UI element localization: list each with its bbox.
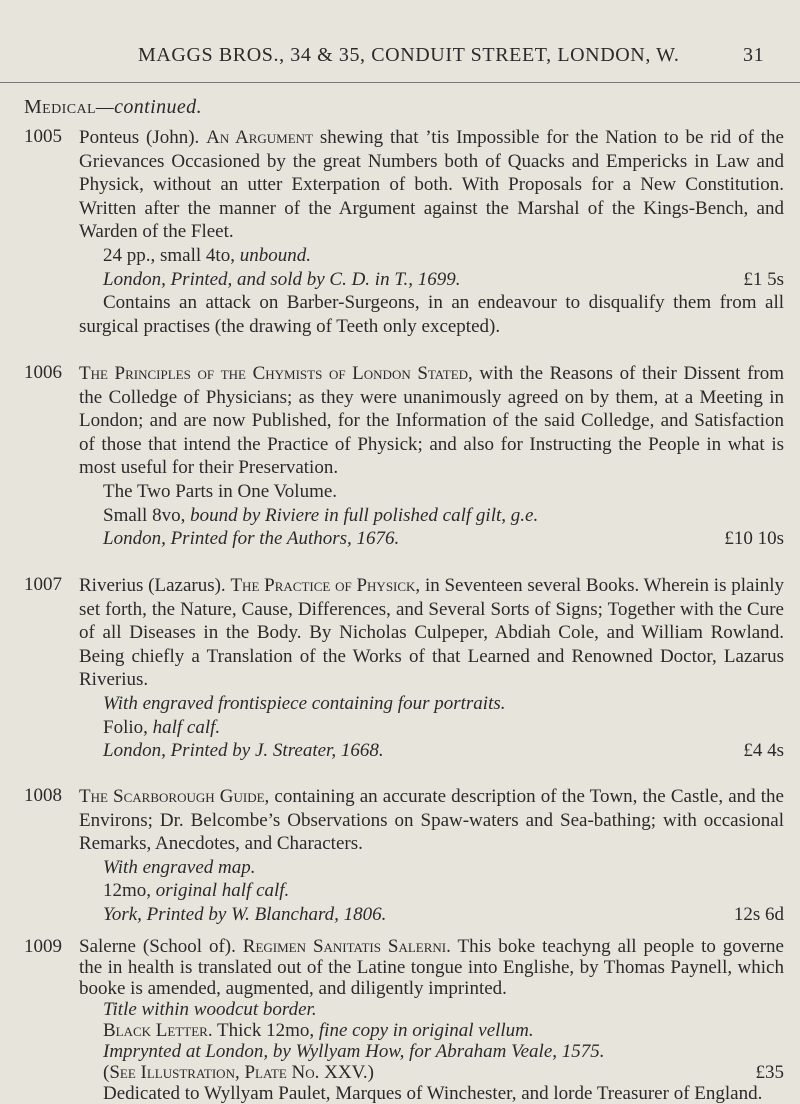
entry-note: Dedicated to Wyllyam Paulet, Marques of Winchester, and lorde Treasurer of England.: [103, 1083, 763, 1104]
format-plain: 24 pp., small 4to,: [103, 244, 235, 266]
entry-line2: With engraved frontispiece containing four portraits.: [103, 692, 506, 714]
entry-imprint: Imprynted at London, by Wyllyam How, for Abraham Veale, 1575.: [103, 1041, 605, 1062]
entry-imprint: London, Printed, and sold by C. D. in T., 1699.: [103, 268, 461, 290]
entry-number: 1009: [24, 936, 62, 957]
entry-author: Salerne (School of).: [79, 936, 236, 957]
entry-price: £10 10s: [724, 528, 784, 550]
entry-imprint-row: [79, 739, 784, 763]
entry-format: [79, 1020, 784, 1041]
entry-body: with the Reasons of their Dissent from the Colledge of Physicians; as they were unanimously agreed on by them, at a Meeting in London; and are now Published, for the Information of the said Colledge, and Satisfaction of those that intend the Practice of Physick; and also for Instructing the People in what is most useful for their Preservation.: [79, 363, 784, 479]
entry-note: Contains an attack on Barber-Surgeons, in an endeavour to disqualify them from all surgical practises (the drawing of Teeth only excepted).: [79, 292, 784, 337]
entry-title: The Scarborough Guide,: [79, 786, 270, 807]
entry-author: Ponteus (John).: [79, 127, 200, 148]
entry-text: [79, 574, 784, 763]
entry-plate-row: [79, 1062, 784, 1083]
format-plain: Small 8vo,: [103, 504, 186, 526]
entry-body: shewing that ’tis Impossible for the Nation to be rid of the Grievances Occasioned by the great Numbers both of Quacks and Empericks in Law and Physick, without an utter Exterpation of both. With Proposals for a New Constitution. Written after the manner of the Argument against the Marshal of the Kings-Bench, and Warden of the Fleet.: [79, 127, 784, 243]
format-italic: bound by Riviere in full polished calf gilt, g.e.: [190, 504, 539, 526]
entry-title: An Argument: [206, 127, 314, 148]
entry-number: 1005: [24, 126, 62, 147]
format-italic: original half calf.: [155, 880, 290, 902]
entry-format: [79, 716, 784, 740]
entry-title: The Practice of Physick,: [230, 575, 421, 596]
entry-imprint-row: [79, 268, 784, 292]
entry-imprint-row: [79, 903, 784, 927]
entry-price: 12s 6d: [733, 903, 784, 925]
entry-text: [79, 936, 784, 1104]
entry-line2: Title within woodcut border.: [103, 999, 317, 1020]
format-plain: 12mo,: [103, 880, 152, 902]
running-header: [0, 44, 800, 70]
entry-author: Riverius (Lazarus).: [79, 575, 226, 596]
entry-title: Regimen Sanitatis Salerni.: [242, 936, 451, 957]
entry-text: [79, 785, 784, 927]
entry-imprint: London, Printed by J. Streater, 1668.: [103, 740, 384, 762]
entry-price: £1 5s: [743, 268, 784, 290]
entry-number: 1006: [24, 362, 62, 383]
section-continued: —continued.: [95, 96, 202, 118]
entry-line2: With engraved map.: [103, 856, 256, 878]
entry-plate-ref: (See Illustration, Plate No. XXV.): [103, 1062, 374, 1083]
format-italic: unbound.: [239, 244, 311, 266]
entry-text: [79, 126, 784, 338]
entry-title: The Principles of the Chymists of London Stated,: [79, 363, 473, 384]
entry-number: 1008: [24, 785, 62, 806]
section-heading: [24, 96, 202, 119]
header-title: MAGGS BROS., 34 & 35, CONDUIT STREET, LONDON, W.: [138, 44, 680, 66]
entry-format: [79, 504, 784, 528]
entry-body: This boke teachyng all people to governe the in health is translated out of the Latine tongue into Englishe, by Thomas Paynell, which booke is amended, augmented, and diligently imprinted.: [79, 936, 784, 999]
entry-line2: The Two Parts in One Volume.: [103, 480, 338, 502]
format-label: Black Letter.: [103, 1020, 213, 1041]
format-plain: Folio,: [103, 716, 148, 738]
section-title: Medical: [24, 96, 96, 118]
format-italic: half calf.: [152, 716, 221, 738]
format-italic: fine copy in original vellum.: [318, 1020, 534, 1041]
header-rule: [0, 82, 800, 83]
entry-number: 1007: [24, 574, 62, 595]
entry-body: in Seventeen several Books. Wherein is plainly set forth, the Nature, Cause, Differences, and Several Sorts of Signs; Together with the Cure of all Diseases in the Body. By Nicholas Culpeper, Abdiah Cole, and William Rowland. Being chiefly a Translation of the Works of that Learned and Renowned Doctor, Lazarus Riverius.: [79, 575, 785, 691]
entry-format: [79, 879, 784, 903]
page-number: 31: [743, 44, 765, 66]
entry-price: £4 4s: [743, 740, 784, 762]
entry-body: containing an accurate description of the Town, the Castle, and the Environs; Dr. Belcombe’s Observations on Spaw-waters and Sea-bathing; with occasional Remarks, Anecdotes, and Characters.: [79, 786, 784, 855]
entry-price: £35: [755, 1062, 784, 1083]
entry-imprint: York, Printed by W. Blanchard, 1806.: [103, 903, 387, 925]
entry-text: [79, 362, 784, 551]
entry-imprint-row: [79, 527, 784, 551]
format-plain: Thick 12mo,: [217, 1020, 315, 1041]
entry-format: [79, 244, 784, 268]
entry-imprint: London, Printed for the Authors, 1676.: [103, 528, 400, 550]
